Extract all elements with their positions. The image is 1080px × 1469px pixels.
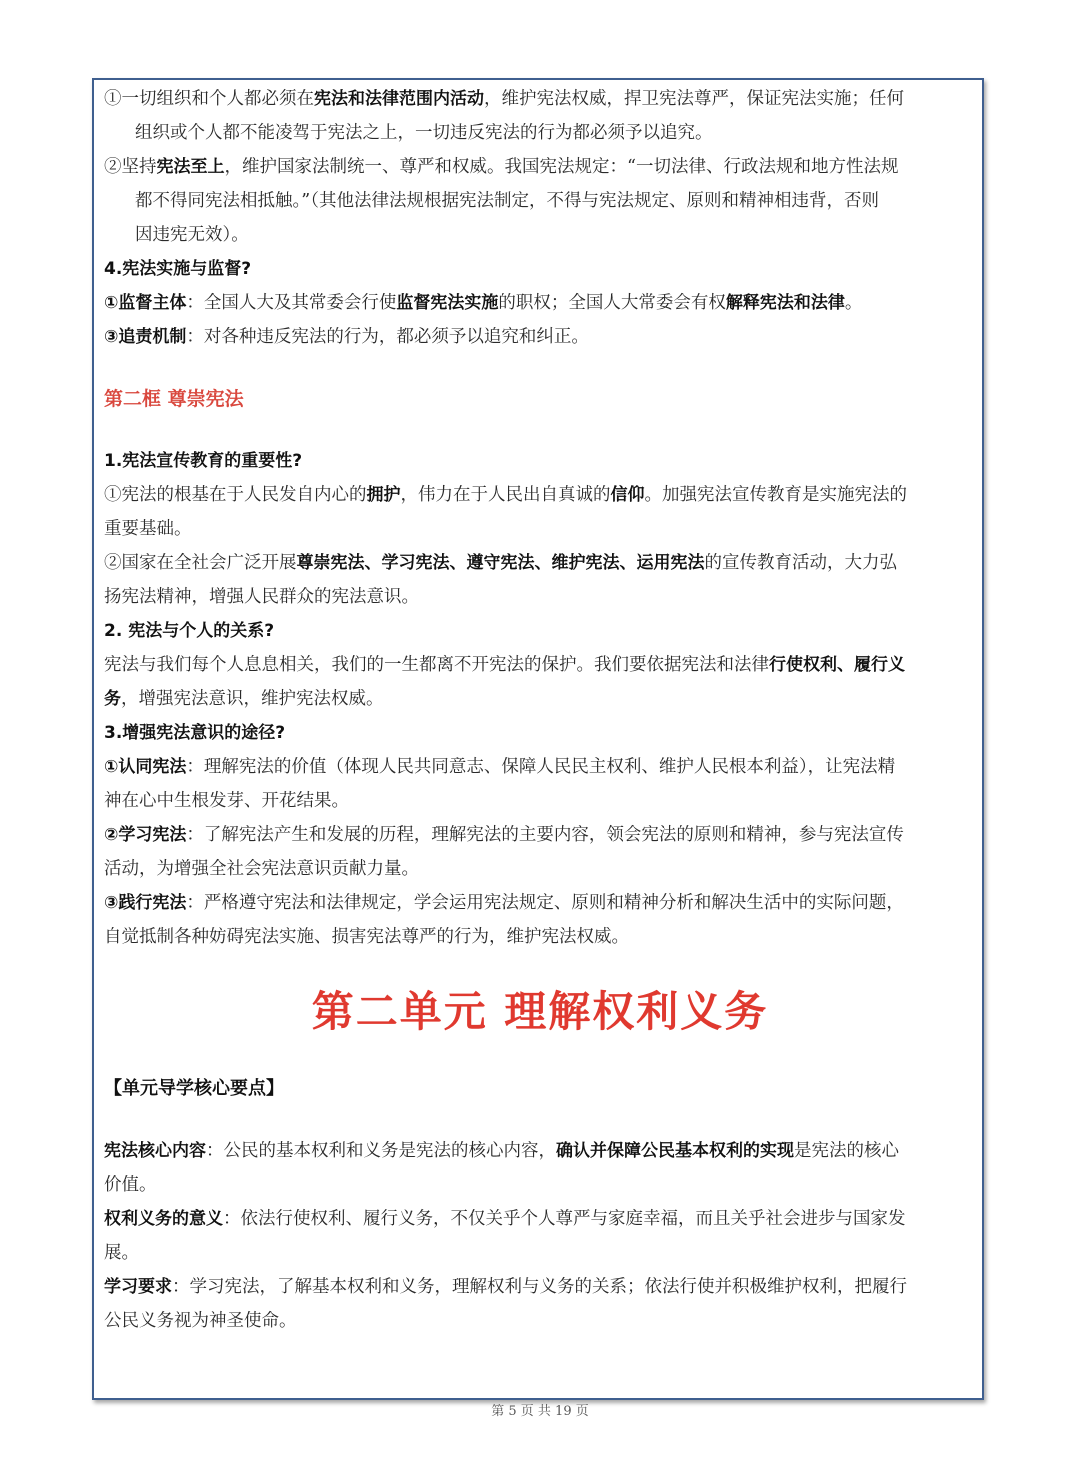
text: ，维护国家法制统一、尊严和权威。我国宪法规定：“一切法律、行政法规和地方性法规 <box>224 157 899 177</box>
answer-3 <box>104 648 976 682</box>
way-3-cont: 自觉抵制各种妨碍宪法实施、损害宪法尊严的行为，维护宪法权威。 <box>104 927 629 947</box>
bold-text: 解释宪法和法律 <box>725 293 845 313</box>
section-title: 第二框 尊崇宪法 <box>104 388 244 410</box>
item-1 <box>104 82 976 116</box>
bold-text: 监督宪法实施 <box>396 293 499 313</box>
text: ，维护宪法权威，捍卫宪法尊严，保证宪法实施；任何 <box>484 89 904 109</box>
question-1: 1.宪法宣传教育的重要性? <box>104 451 303 471</box>
bold-text: ③践行宪法 <box>104 893 187 913</box>
bold-text: 信仰 <box>610 485 645 505</box>
accountability <box>104 320 976 354</box>
text: ②国家在全社会广泛开展 <box>104 553 297 573</box>
item-1-cont: 组织或个人都不能凌驾于宪法之上，一切违反宪法的行为都必须予以追究。 <box>135 123 713 143</box>
key-point-2 <box>104 1202 976 1236</box>
text: 。加强宪法宣传教育是实施宪法的 <box>644 485 907 505</box>
bold-text: 权利义务的意义 <box>104 1209 223 1229</box>
bold-text: ①认同宪法 <box>104 757 187 777</box>
way-2 <box>104 818 976 852</box>
key-point-2-cont: 展。 <box>104 1243 139 1263</box>
way-1 <box>104 750 976 784</box>
text: ②坚持 <box>104 157 157 177</box>
way-3 <box>104 886 976 920</box>
text: ：公民的基本权利和义务是宪法的核心内容， <box>206 1141 556 1161</box>
text: ，伟力在于人民出自真诚的 <box>400 485 611 505</box>
answer-3-cont <box>104 682 976 716</box>
question-2: 2. 宪法与个人的关系? <box>104 621 275 641</box>
question-3: 3.增强宪法意识的途径? <box>104 723 286 743</box>
answer-2-cont: 扬宪法精神，增强人民群众的宪法意识。 <box>104 587 419 607</box>
item-2-cont2: 因违宪无效）。 <box>135 225 249 245</box>
bold-text: ③追责机制 <box>104 327 187 347</box>
text: ①宪法的根基在于人民发自内心的 <box>104 485 367 505</box>
key-point-1 <box>104 1134 976 1168</box>
text: ：学习宪法，了解基本权利和义务，理解权利与义务的关系；依法行使并积极维护权利，把履行 <box>172 1277 907 1297</box>
page-content <box>104 82 976 1338</box>
text: 。 <box>844 293 863 313</box>
bold-text: 宪法和法律范围内活动 <box>314 89 484 109</box>
bold-text: 宪法核心内容 <box>104 1141 206 1161</box>
text: ：依法行使权利、履行义务，不仅关乎个人尊严与家庭幸福，而且关乎社会进步与国家发 <box>223 1209 906 1229</box>
item-2-cont: 都不得同宪法相抵触。”（其他法律法规根据宪法制定，不得与宪法规定、原则和精神相违背，否则 <box>135 191 879 211</box>
bold-text: ②学习宪法 <box>104 825 187 845</box>
key-point-3-cont: 公民义务视为神圣使命。 <box>104 1311 297 1331</box>
text: 的职权；全国人大常委会有权 <box>498 293 726 313</box>
text: ：严格遵守宪法和法律规定，学会运用宪法规定、原则和精神分析和解决生活中的实际问题， <box>186 893 904 913</box>
bold-text: 学习要求 <box>104 1277 172 1297</box>
question-4: 4.宪法实施与监督? <box>104 259 252 279</box>
answer-1-cont: 重要基础。 <box>104 519 192 539</box>
unit-guide-heading: 【单元导学核心要点】 <box>104 1078 284 1099</box>
page-number: 第 5 页 共 19 页 <box>491 1404 589 1419</box>
text: ：了解宪法产生和发展的历程，理解宪法的主要内容，领会宪法的原则和精神，参与宪法宣传 <box>186 825 904 845</box>
text: ：理解宪法的价值（体现人民共同意志、保障人民民主权利、维护人民根本利益），让宪法精 <box>186 757 896 777</box>
key-point-3 <box>104 1270 976 1304</box>
key-point-1-cont: 价值。 <box>104 1175 157 1195</box>
bold-text: ①监督主体 <box>104 293 187 313</box>
answer-2 <box>104 546 976 580</box>
text: 宪法与我们每个人息息相关，我们的一生都离不开宪法的保护。我们要依据宪法和法律 <box>104 655 769 675</box>
text: ，增强宪法意识，维护宪法权威。 <box>121 689 384 709</box>
bold-text: 尊崇宪法、学习宪法、遵守宪法、维护宪法、运用宪法 <box>296 553 705 573</box>
bold-text: 宪法至上 <box>156 157 225 177</box>
bold-text: 拥护 <box>366 485 401 505</box>
bold-text: 确认并保障公民基本权利的实现 <box>556 1141 794 1161</box>
unit-title: 第二单元 理解权利义务 <box>311 987 769 1036</box>
answer-1 <box>104 478 976 512</box>
item-2 <box>104 150 976 184</box>
text: ：全国人大及其常委会行使 <box>186 293 397 313</box>
supervision-subject <box>104 286 976 320</box>
text: ：对各种违反宪法的行为，都必须予以追究和纠正。 <box>186 327 589 347</box>
way-2-cont: 活动，为增强全社会宪法意识贡献力量。 <box>104 859 419 879</box>
text: 的宣传教育活动，大力弘 <box>704 553 897 573</box>
text: 是宪法的核心 <box>794 1141 899 1161</box>
bold-text: 行使权利、履行义 <box>769 655 905 675</box>
text: ①一切组织和个人都必须在 <box>104 89 314 109</box>
bold-text: 务 <box>104 689 121 709</box>
way-1-cont: 神在心中生根发芽、开花结果。 <box>104 791 349 811</box>
